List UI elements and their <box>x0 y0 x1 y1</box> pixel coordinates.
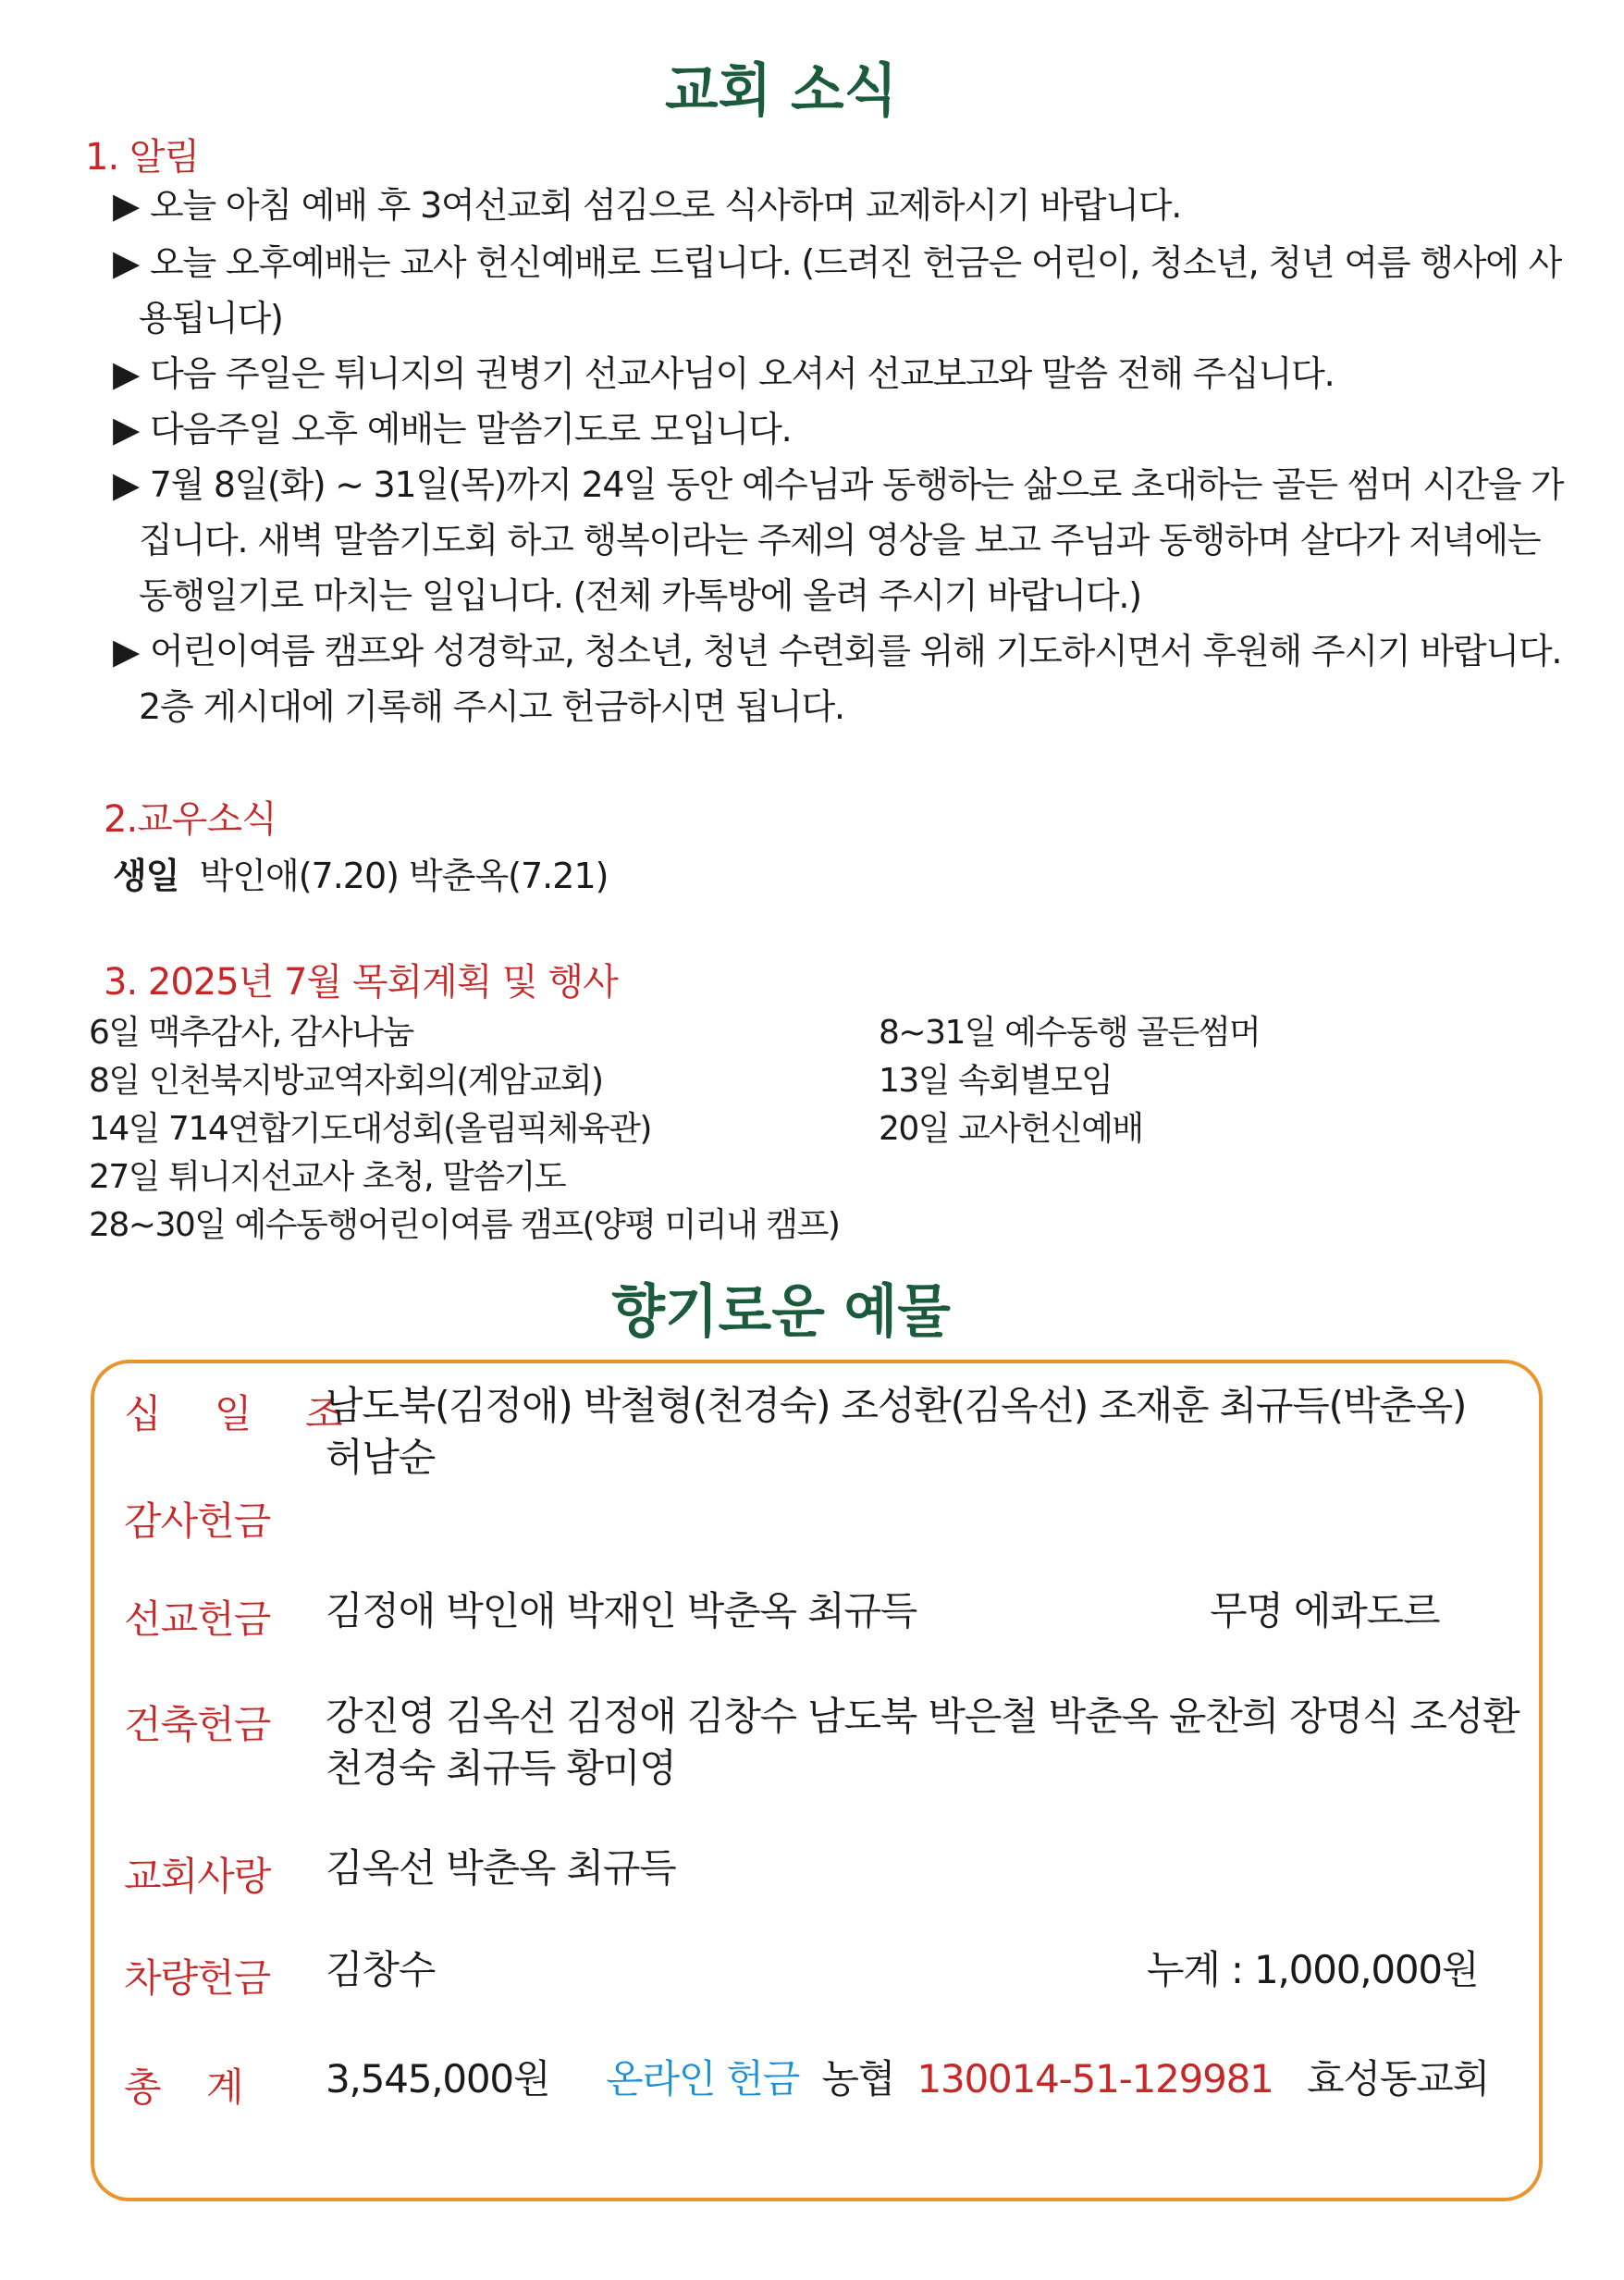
notice-item <box>113 235 1561 290</box>
building-label: 건축헌금 <box>124 1702 271 1747</box>
calendar-event: 14일 714연합기도대성회(올림픽체육관) <box>89 1110 651 1148</box>
calendar-event: 6일 맥추감사, 감사나눔 <box>89 1014 413 1052</box>
notice-line: 다음 주일은 튀니지의 권병기 선교사님이 오셔서 선교보고와 말씀 전해 주십니다. <box>150 353 1335 394</box>
notice-line: 어린이여름 캠프와 성경학교, 청소년, 청년 수련회를 위해 기도하시면서 후원해 주시기 바랍니다. <box>150 631 1562 672</box>
account-number: 130014-51-129981 <box>917 2056 1273 2101</box>
calendar-event: 8일 인천북지방교역자회의(계암교회) <box>89 1062 603 1100</box>
notice-line: 집니다. 새벽 말씀기도회 하고 행복이라는 주제의 영상을 보고 주님과 동행하며 살다가 저녁에는 <box>139 520 1541 561</box>
notice-line: 용됩니다) <box>139 298 283 339</box>
calendar-event: 8~31일 예수동행 골든썸머 <box>879 1014 1261 1052</box>
tithe-names: 허남순 <box>326 1435 436 1480</box>
notice-line: 7월 8일(화) ~ 31일(목)까지 24일 동안 예수님과 동행하는 삶으로 초대하는 골든 썸머 시간을 가 <box>149 464 1564 505</box>
calendar-heading: 3. 2025년 7월 목회계획 및 행사 <box>104 961 618 1004</box>
total-amount: 3,545,000원 <box>326 2056 550 2101</box>
total-row <box>326 2053 1489 2105</box>
calendar-event: 28~30일 예수동행어린이여름 캠프(양평 미리내 캠프) <box>89 1206 840 1244</box>
calendar-event: 13일 속회별모임 <box>879 1062 1113 1100</box>
tithe-label: 십 일 조 <box>124 1391 363 1436</box>
calendar-event: 27일 튀니지선교사 초청, 말씀기도 <box>89 1158 566 1196</box>
bullet-icon: ▶ <box>113 185 140 226</box>
building-names: 천경숙 최규득 황미영 <box>326 1745 676 1791</box>
bank-name: 농협 <box>821 2056 895 2101</box>
notice-line: 오늘 오후예배는 교사 헌신예배로 드립니다. (드려진 헌금은 어린이, 청소년, 청년 여름 행사에 사 <box>150 242 1562 283</box>
church-love-label: 교회사랑 <box>124 1854 271 1899</box>
notice-item <box>113 457 1563 512</box>
notice-item <box>113 178 1181 233</box>
mission-extra: 무명 에콰도르 <box>1210 1588 1440 1633</box>
bullet-icon: ▶ <box>113 409 140 450</box>
bullet-icon: ▶ <box>113 242 140 283</box>
total-label: 총 계 <box>124 2064 243 2110</box>
tithe-names: 남도북(김정애) 박철형(천경숙) 조성환(김옥선) 조재훈 최규득(박춘옥) <box>326 1383 1467 1428</box>
thanks-label: 감사헌금 <box>124 1498 271 1544</box>
birthday-names: 박인애(7.20) 박춘옥(7.21) <box>199 856 609 896</box>
notice-line: 동행일기로 마치는 일입니다. (전체 카톡방에 올려 주시기 바랍니다.) <box>139 575 1141 616</box>
news-title: 교회 소식 <box>665 56 898 124</box>
account-holder: 효성동교회 <box>1307 2056 1490 2101</box>
bullet-icon: ▶ <box>113 464 139 505</box>
offerings-title: 향기로운 예물 <box>611 1277 951 1345</box>
mission-names: 김정애 박인애 박재인 박춘옥 최규득 <box>326 1588 917 1633</box>
notice-line: 다음주일 오후 예배는 말씀기도로 모입니다. <box>150 409 792 450</box>
bullet-icon: ▶ <box>113 631 140 672</box>
notice-item <box>113 623 1561 679</box>
calendar-event: 20일 교사헌신예배 <box>879 1110 1143 1148</box>
notice-line: 2층 게시대에 기록해 주시고 헌금하시면 됩니다. <box>139 686 844 727</box>
notice-item <box>113 346 1335 401</box>
notice-line: 오늘 아침 예배 후 3여선교회 섬김으로 식사하며 교제하시기 바랍니다. <box>150 185 1182 226</box>
mission-label: 선교헌금 <box>124 1596 271 1642</box>
vehicle-names: 김창수 <box>326 1947 436 1992</box>
birthday-label: 생일 <box>113 856 179 896</box>
vehicle-label: 차량헌금 <box>124 1955 271 2001</box>
online-offering-label: 온라인 헌금 <box>606 2056 800 2101</box>
notices-heading: 1. 알림 <box>85 136 200 179</box>
vehicle-cumulative: 누계 : 1,000,000원 <box>1147 1947 1479 1992</box>
birthday-row <box>113 847 608 898</box>
bullet-icon: ▶ <box>113 353 140 394</box>
building-names: 강진영 김옥선 김정애 김창수 남도북 박은철 박춘옥 윤찬희 장명식 조성환 <box>326 1694 1519 1739</box>
church-love-names: 김옥선 박춘옥 최규득 <box>326 1845 676 1891</box>
notice-item <box>113 401 792 457</box>
members-heading: 2.교우소식 <box>104 798 277 841</box>
